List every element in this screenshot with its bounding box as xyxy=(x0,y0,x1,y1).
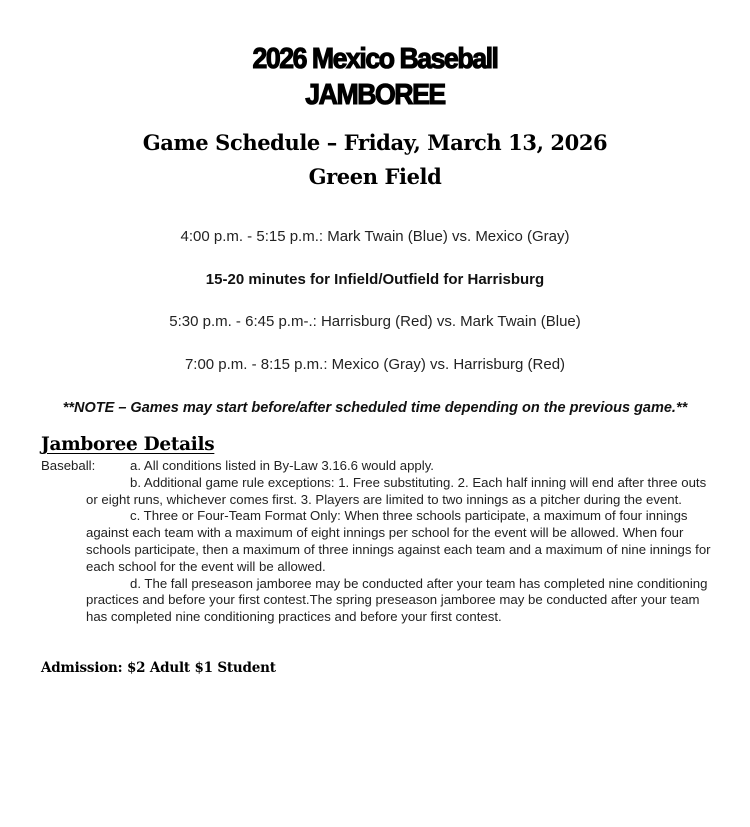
schedule-warmup-note: 15-20 minutes for Infield/Outfield for Harrisburg xyxy=(205,271,545,288)
detail-item-text: b. Additional game rule exceptions: 1. Free substituting. 2. Each half inning will end after three outs or eight runs, whichever comes first. 3. Players are limited to two innings as a pitcher during the event. xyxy=(86,474,707,507)
detail-item-b xyxy=(41,475,721,509)
schedule-game-1: 4:00 p.m. - 5:15 p.m.: Mark Twain (Blue) vs. Mexico (Gray) xyxy=(180,228,570,245)
schedule-note: **NOTE – Games may start before/after scheduled time depending on the previous game.** xyxy=(62,400,688,416)
detail-item-text: c. Three or Four-Team Format Only: When three schools participate, a maximum of four innings against each team with a maximum of eight innings per school for the event will be allowed. When four schools participate, then a maximum of three innings against each team and a maximum of nine innings for each school for the event will be allowed. xyxy=(86,508,711,574)
schedule-game-3: 7:00 p.m. - 8:15 p.m.: Mexico (Gray) vs. Harrisburg (Red) xyxy=(184,356,566,373)
detail-item-text: a. All conditions listed in By-Law 3.16.6 would apply. xyxy=(130,458,434,473)
schedule-date-heading: Game Schedule – Friday, March 13, 2026 xyxy=(142,130,608,155)
detail-item-d xyxy=(41,576,721,626)
sport-label: Baseball: xyxy=(41,458,96,473)
jamboree-details-heading: Jamboree Details xyxy=(41,434,215,455)
jamboree-details-body xyxy=(41,458,721,626)
detail-item-a xyxy=(41,458,721,475)
page-title-line-1: 2026 Mexico Baseball xyxy=(252,43,498,75)
detail-item-text: d. The fall preseason jamboree may be conducted after your team has completed nine conditioning practices and before your first contest.The spring preseason jamboree may be conducted after your team has completed nine conditioning practices and before your first contest. xyxy=(86,575,708,625)
schedule-game-2: 5:30 p.m. - 6:45 p.m-.: Harrisburg (Red) vs. Mark Twain (Blue) xyxy=(169,313,581,330)
page-title-line-2: JAMBOREE xyxy=(305,79,445,111)
detail-item-c xyxy=(41,508,721,575)
field-name-heading: Green Field xyxy=(308,164,442,189)
admission-info: Admission: $2 Adult $1 Student xyxy=(41,660,276,676)
